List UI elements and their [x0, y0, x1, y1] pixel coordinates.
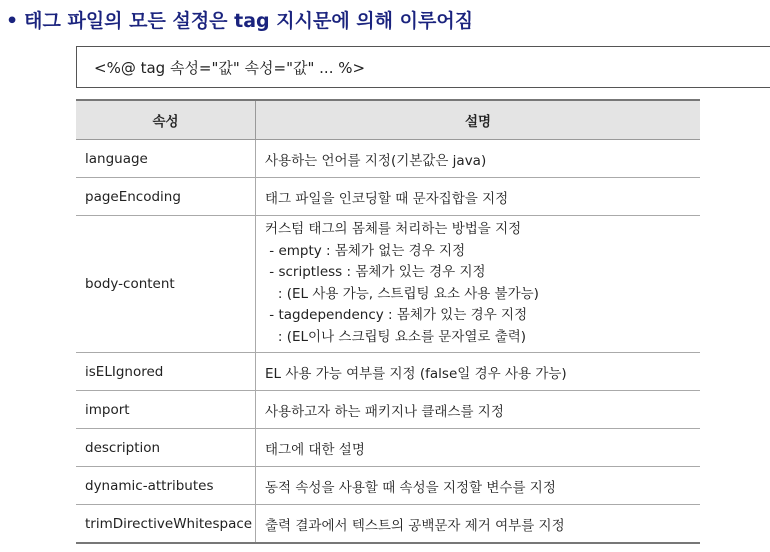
attr-desc-cell: 태그에 대한 설명: [256, 429, 701, 467]
desc-line: - scriptless : 몸체가 있는 경우 지정: [265, 264, 486, 280]
attr-name-cell: trimDirectiveWhitespace: [76, 505, 256, 544]
attr-name-cell: dynamic-attributes: [76, 467, 256, 505]
syntax-code: <%@ tag 속성="값" 속성="값" ... %>: [94, 59, 366, 77]
attr-desc-cell: [256, 216, 701, 353]
attr-desc-cell: 출력 결과에서 텍스트의 공백문자 제거 여부를 지정: [256, 505, 701, 544]
attr-desc-cell: 사용하는 언어를 지정(기본값은 java): [256, 140, 701, 178]
desc-line: : (EL 사용 가능, 스트립팅 요소 사용 불가능): [265, 285, 539, 302]
table-row: [76, 391, 700, 429]
page-heading: [6, 6, 473, 33]
attr-name-cell: description: [76, 429, 256, 467]
heading-text: 태그 파일의 모든 설정은 tag 지시문에 의해 이루어짐: [24, 10, 474, 32]
table-row: [76, 467, 700, 505]
attribute-table: [76, 99, 700, 544]
attr-name-cell: isELIgnored: [76, 353, 256, 391]
bullet: •: [6, 10, 19, 32]
table-row: [76, 429, 700, 467]
attr-desc-cell: 사용하고자 하는 패키지나 클래스를 지정: [256, 391, 701, 429]
syntax-box: [76, 46, 770, 88]
attr-name-cell: pageEncoding: [76, 178, 256, 216]
table-row: [76, 505, 700, 544]
table-row: [76, 216, 700, 353]
column-header-desc: 설명: [256, 100, 701, 140]
desc-line: - tagdependency : 몸체가 있는 경우 지정: [265, 307, 528, 323]
attr-desc-cell: EL 사용 가능 여부를 지정 (false일 경우 사용 가능): [256, 353, 701, 391]
table-row: [76, 140, 700, 178]
attr-name-cell: body-content: [76, 216, 256, 353]
column-header-attr: 속성: [76, 100, 256, 140]
desc-line: - empty : 몸체가 없는 경우 지정: [265, 242, 466, 259]
table-row: [76, 178, 700, 216]
attr-name-cell: language: [76, 140, 256, 178]
desc-line: 커스텀 태그의 몸체를 처리하는 방법을 지정: [265, 221, 522, 237]
attr-name-cell: import: [76, 391, 256, 429]
table-header-row: [76, 100, 700, 140]
desc-line: : (EL이나 스크립팅 요소를 문자열로 출력): [265, 328, 527, 345]
table-row: [76, 353, 700, 391]
attr-desc-cell: 동적 속성을 사용할 때 속성을 지정할 변수를 지정: [256, 467, 701, 505]
attr-desc-cell: 태그 파일을 인코딩할 때 문자집합을 지정: [256, 178, 701, 216]
